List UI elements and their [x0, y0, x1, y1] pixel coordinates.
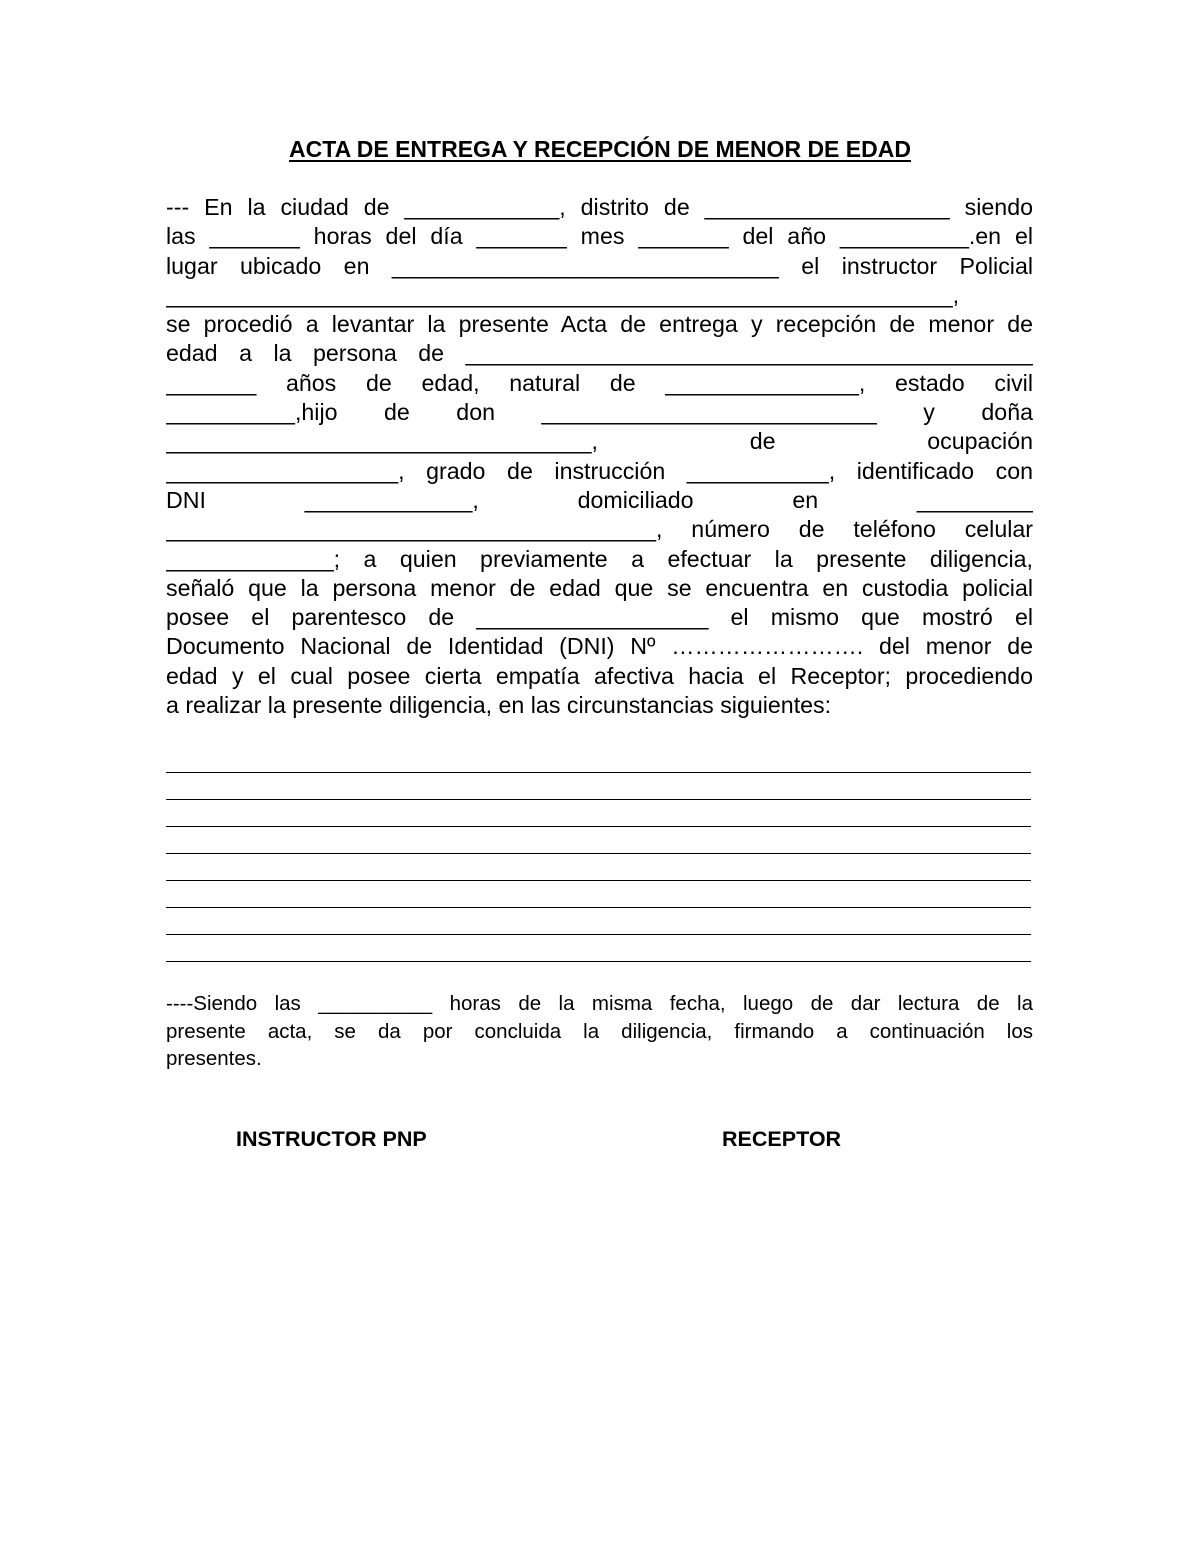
body-line: _________________________________, de ocupación	[166, 428, 1033, 454]
body-line: posee el parentesco de __________________ el mismo que mostró el	[166, 604, 1033, 630]
body-line: __________,hijo de don __________________________ y doña	[166, 399, 1033, 425]
body-line: se procedió a levantar la presente Acta de entrega y recepción de menor de	[166, 311, 1033, 337]
body-line: DNI _____________, domiciliado en _________	[166, 487, 1033, 513]
body-line: señaló que la persona menor de edad que se encuentra en custodia policial	[166, 575, 1033, 601]
closing-line: presentes.	[166, 1047, 262, 1070]
closing-line: presente acta, se da por concluida la diligencia, firmando a continuación los	[166, 1020, 1033, 1043]
receptor-signature-label: RECEPTOR	[722, 1127, 842, 1151]
document-title: ACTA DE ENTREGA Y RECEPCIÓN DE MENOR DE EDAD	[289, 136, 911, 162]
body-line: _______ años de edad, natural de _______________, estado civil	[166, 370, 1033, 396]
closing-line: ----Siendo las __________ horas de la misma fecha, luego de dar lectura de la	[166, 992, 1033, 1015]
instructor-signature-label: INSTRUCTOR PNP	[236, 1127, 427, 1151]
body-line: _____________; a quien previamente a efectuar la presente diligencia,	[166, 546, 1033, 572]
body-line: ______________________________________, número de teléfono celular	[166, 516, 1033, 542]
body-line: edad a la persona de ____________________________________________	[166, 340, 1033, 366]
circumstance-blank-line[interactable]	[166, 799, 1031, 800]
body-line: edad y el cual posee cierta empatía afectiva hacia el Receptor; procediendo	[166, 663, 1033, 689]
circumstance-blank-line[interactable]	[166, 853, 1031, 854]
body-line: las _______ horas del día _______ mes _______ del año __________.en el	[166, 223, 1033, 249]
body-line: --- En la ciudad de ____________, distrito de ___________________ siendo	[166, 194, 1033, 220]
body-line: a realizar la presente diligencia, en las circunstancias siguientes:	[166, 692, 832, 718]
body-line: Documento Nacional de Identidad (DNI) Nº ……………………. del menor de	[166, 633, 1033, 659]
circumstance-blank-line[interactable]	[166, 772, 1031, 773]
body-line: _____________________________________________________________,	[166, 282, 960, 308]
circumstance-blank-line[interactable]	[166, 961, 1031, 962]
body-line: __________________, grado de instrucción ___________, identificado con	[166, 458, 1033, 484]
circumstance-blank-line[interactable]	[166, 907, 1031, 908]
circumstance-blank-line[interactable]	[166, 934, 1031, 935]
circumstance-blank-line[interactable]	[166, 826, 1031, 827]
body-line: lugar ubicado en ______________________________ el instructor Policial	[166, 253, 1033, 279]
circumstance-blank-line[interactable]	[166, 880, 1031, 881]
